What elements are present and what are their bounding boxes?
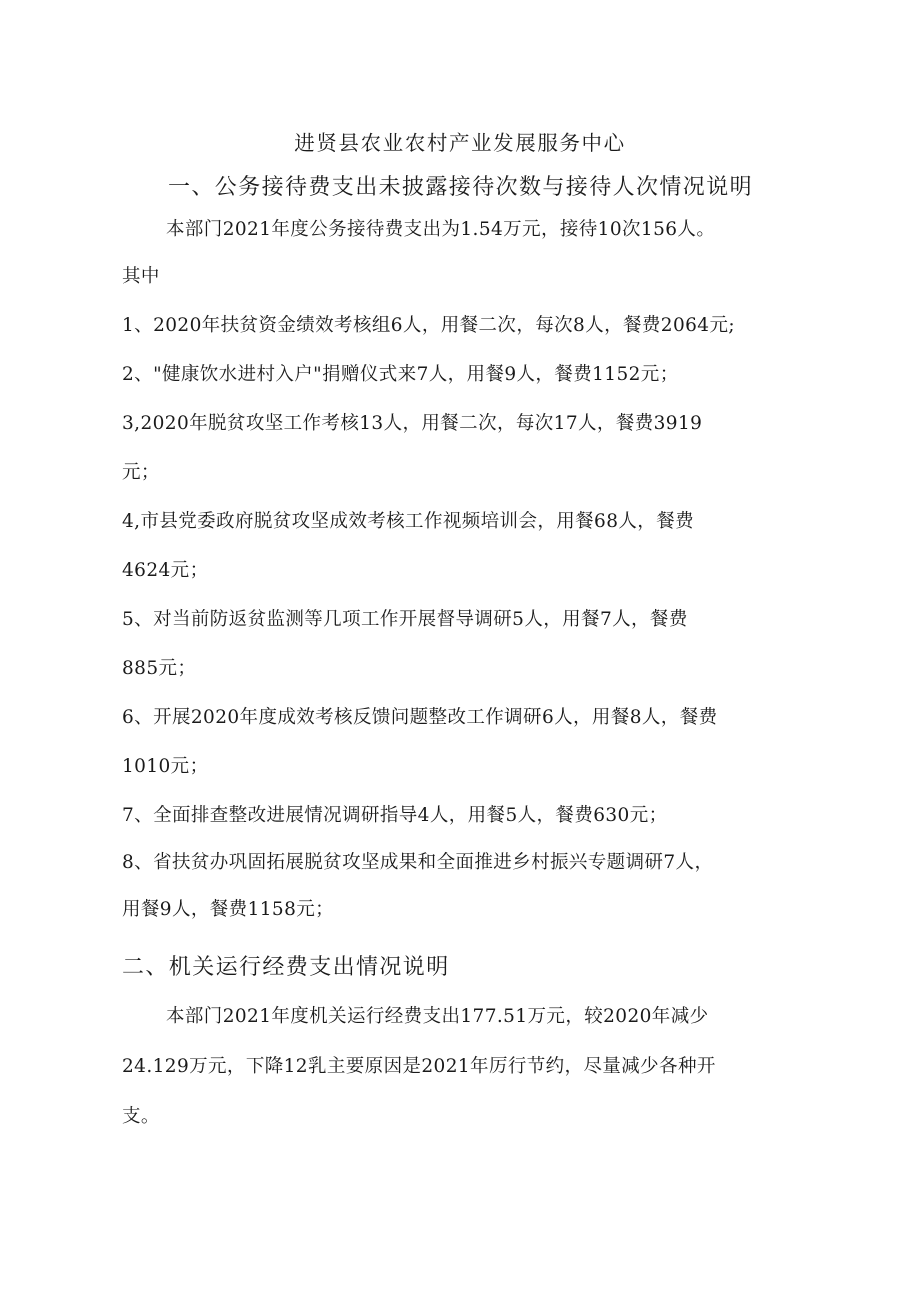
item-line: 4,市县党委政府脱贫攻坚成效考核工作视频培训会，用餐68人，餐费 (122, 511, 694, 532)
section2-paragraph-line: 24.129万元，下降12乳主要原因是2021年厉行节约，尽量减少各种开 (122, 1056, 716, 1077)
item-line: 8、省扶贫办巩固拓展脱贫攻坚成果和全面推进乡村振兴专题调研7人， (122, 852, 714, 873)
item-line: 7、全面排查整改进展情况调研指导4人，用餐5人，餐费630元； (122, 805, 668, 826)
section2-paragraph-line: 支。 (122, 1106, 160, 1127)
section2-heading: 二、机关运行经费支出情况说明 (122, 955, 450, 980)
org-title: 进贤县农业农村产业发展服务中心 (294, 131, 626, 155)
item-line: 用餐9人，餐费1158元； (122, 899, 335, 920)
item-line: 元； (122, 462, 160, 483)
section1-summary: 本部门2021年度公务接待费支出为1.54万元，接待10次156人。 (166, 219, 716, 240)
section1-heading: 一、公务接待费支出未披露接待次数与接待人次情况说明 (168, 175, 754, 200)
item-line: 5、对当前防返贫监测等几项工作开展督导调研5人，用餐7人，餐费 (122, 609, 688, 630)
item-line: 1010元； (122, 756, 209, 777)
item-line: 6、开展2020年度成效考核反馈问题整改工作调研6人，用餐8人，餐费 (122, 707, 718, 728)
item-line: 885元； (122, 658, 197, 679)
section2-paragraph-line: 本部门2021年度机关运行经费支出177.51万元，较2020年减少 (166, 1006, 709, 1027)
item-line: 4624元； (122, 560, 209, 581)
among-label: 其中 (122, 266, 160, 287)
item-line: 2、"健康饮水进村入户"捐赠仪式来7人，用餐9人，餐费1152元； (122, 364, 679, 385)
item-line: 1、2020年扶贫资金绩效考核组6人，用餐二次，每次8人，餐费2064元; (122, 315, 736, 336)
item-line: 3,2020年脱贫攻坚工作考核13人，用餐二次，每次17人，餐费3919 (122, 413, 703, 434)
